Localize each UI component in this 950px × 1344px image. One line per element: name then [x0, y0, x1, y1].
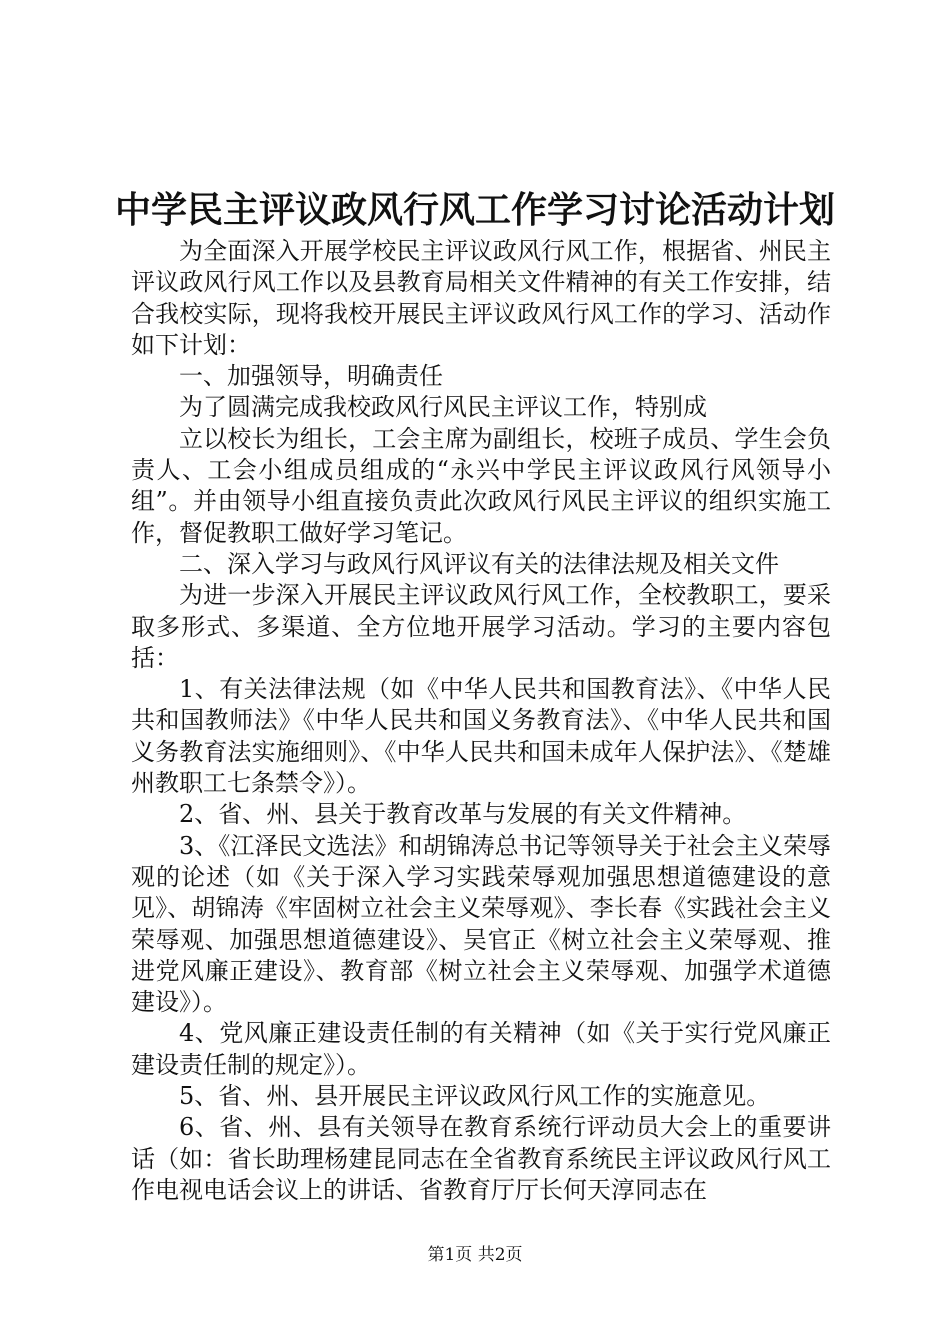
list-item-6: 6、省、州、县有关领导在教育系统行评动员大会上的重要讲话（如：省长助理杨建昆同志在全省教育系统民主评议政风行风工作电视电话会议上的讲话、省教育厅厅长何天淳同志在 [131, 1113, 831, 1204]
document-body [131, 236, 831, 1206]
paragraph-3: 立以校长为组长，工会主席为副组长，校班子成员、学生会负责人、工会小组成员组成的“永兴中学民主评议政风行风领导小组”。并由领导小组直接负责此次政风行风民主评议的组织实施工作，督促教职工做好学习笔记。 [131, 424, 831, 547]
list-item-1: 1、有关法律法规（如《中华人民共和国教育法》、《中华人民共和国教师法》《中华人民共和国义务教育法》、《中华人民共和国义务教育法实施细则》、《中华人民共和国未成年人保护法》、《楚雄州教职工七条禁令》）。 [131, 675, 831, 798]
list-item-5: 5、省、州、县开展民主评议政风行风工作的实施意见。 [179, 1082, 771, 1111]
paragraph-2: 为了圆满完成我校政风行风民主评议工作，特别成 [179, 393, 707, 422]
section-heading-2: 二、深入学习与政风行风评议有关的法律法规及相关文件 [179, 549, 779, 578]
page-footer: 第1页 共2页 [427, 1245, 523, 1265]
paragraph-5: 为进一步深入开展民主评议政风行风工作，全校教职工，要采取多形式、多渠道、全方位地开展学习活动。学习的主要内容包括： [131, 581, 831, 672]
list-item-2: 2、省、州、县关于教育改革与发展的有关文件精神。 [179, 800, 747, 829]
intro-paragraph: 为全面深入开展学校民主评议政风行风工作，根据省、州民主评议政风行风工作以及县教育局相关文件精神的有关工作安排，结合我校实际，现将我校开展民主评议政风行风工作的学习、活动作如下计划： [131, 237, 831, 359]
document-title: 中学民主评议政风行风工作学习讨论活动计划 [114, 189, 835, 231]
section-heading-1: 一、加强领导，明确责任 [179, 362, 443, 391]
list-item-3: 3、《江泽民文选法》和胡锦涛总书记等领导关于社会主义荣辱观的论述（如《关于深入学习实践荣辱观加强思想道德建设的意见》、胡锦涛《牢固树立社会主义荣辱观》、李长春《实践社会主义荣辱观、加强思想道德建设》、吴官正《树立社会主义荣辱观、推进党风廉正建设》、教育部《树立社会主义荣辱观、加强学术道德建设》）。 [131, 831, 831, 1017]
list-item-4: 4、党风廉正建设责任制的有关精神（如《关于实行党风廉正建设责任制的规定》）。 [131, 1019, 831, 1079]
